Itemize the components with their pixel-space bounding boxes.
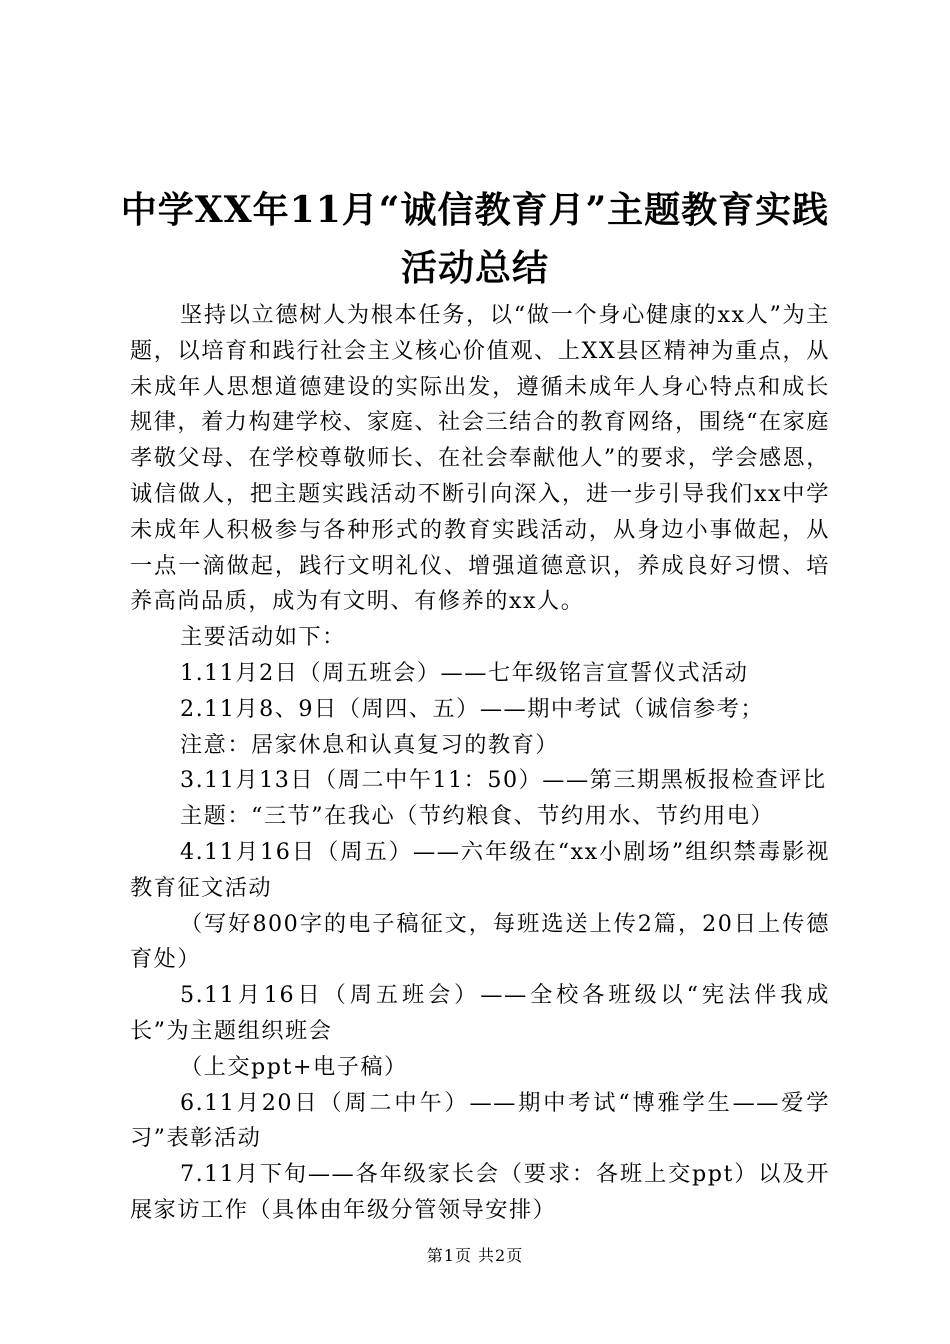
activity-item-2: 2.11月8、9日（周四、五）——期中考试（诚信参考； — [180, 695, 765, 722]
activity-item-5-note: （上交ppt+电子稿） — [180, 1053, 408, 1080]
document-body — [130, 298, 830, 1229]
activity-item-4-note: （写好800字的电子稿征文，每班选送上传2篇，20日上传德育处） — [130, 910, 830, 973]
intro-paragraph: 坚持以立德树人为根本任务，以“做一个身心健康的xx人”为主题，以培育和践行社会主义核心价值观、上XX县区精神为重点，从未成年人思想道德建设的实际出发，遵循未成年人身心特点和成长规律，着力构建学校、家庭、社会三结合的教育网络，围绕“在家庭孝敬父母、在学校尊敬师长、在社会奉献他人”的要求，学会感恩，诚信做人，把主题实践活动不断引向深入，进一步引导我们xx中学未成年人积极参与各种形式的教育实践活动，从身边小事做起，从一点一滴做起，践行文明礼仪、增强道德意识，养成良好习惯、培养高尚品质，成为有文明、有修养的xx人。 — [130, 302, 830, 615]
activity-item-5: 5.11月16日（周五班会）——全校各班级以“宪法伴我成长”为主题组织班会 — [130, 982, 830, 1044]
activity-item-3-theme: 主题：“三节”在我心（节约粮食、节约用水、节约用电） — [180, 803, 775, 830]
document-title-line2: 活动总结 — [400, 247, 549, 289]
activity-item-4: 4.11月16日（周五）——六年级在“xx小剧场”组织禁毒影视教育征文活动 — [130, 838, 830, 901]
page-number-footer: 第1页 共2页 — [426, 1246, 524, 1265]
activities-heading: 主要活动如下： — [180, 624, 346, 651]
activity-item-1: 1.11月2日（周五班会）——七年级铭言宣誓仪式活动 — [180, 659, 749, 686]
document-title-line1: 中学XX年11月“诚信教育月”主题教育实践 — [120, 189, 830, 231]
activity-item-6: 6.11月20日（周二中午）——期中考试“博雅学生——爱学习”表彰活动 — [130, 1089, 830, 1152]
activity-item-3: 3.11月13日（周二中午11：50）——第三期黑板报检查评比 — [180, 767, 827, 794]
activity-item-2-note: 注意：居家休息和认真复习的教育） — [180, 731, 559, 758]
activity-item-7: 7.11月下旬——各年级家长会（要求：各班上交ppt）以及开展家访工作（具体由年级分管领导安排） — [130, 1161, 830, 1223]
